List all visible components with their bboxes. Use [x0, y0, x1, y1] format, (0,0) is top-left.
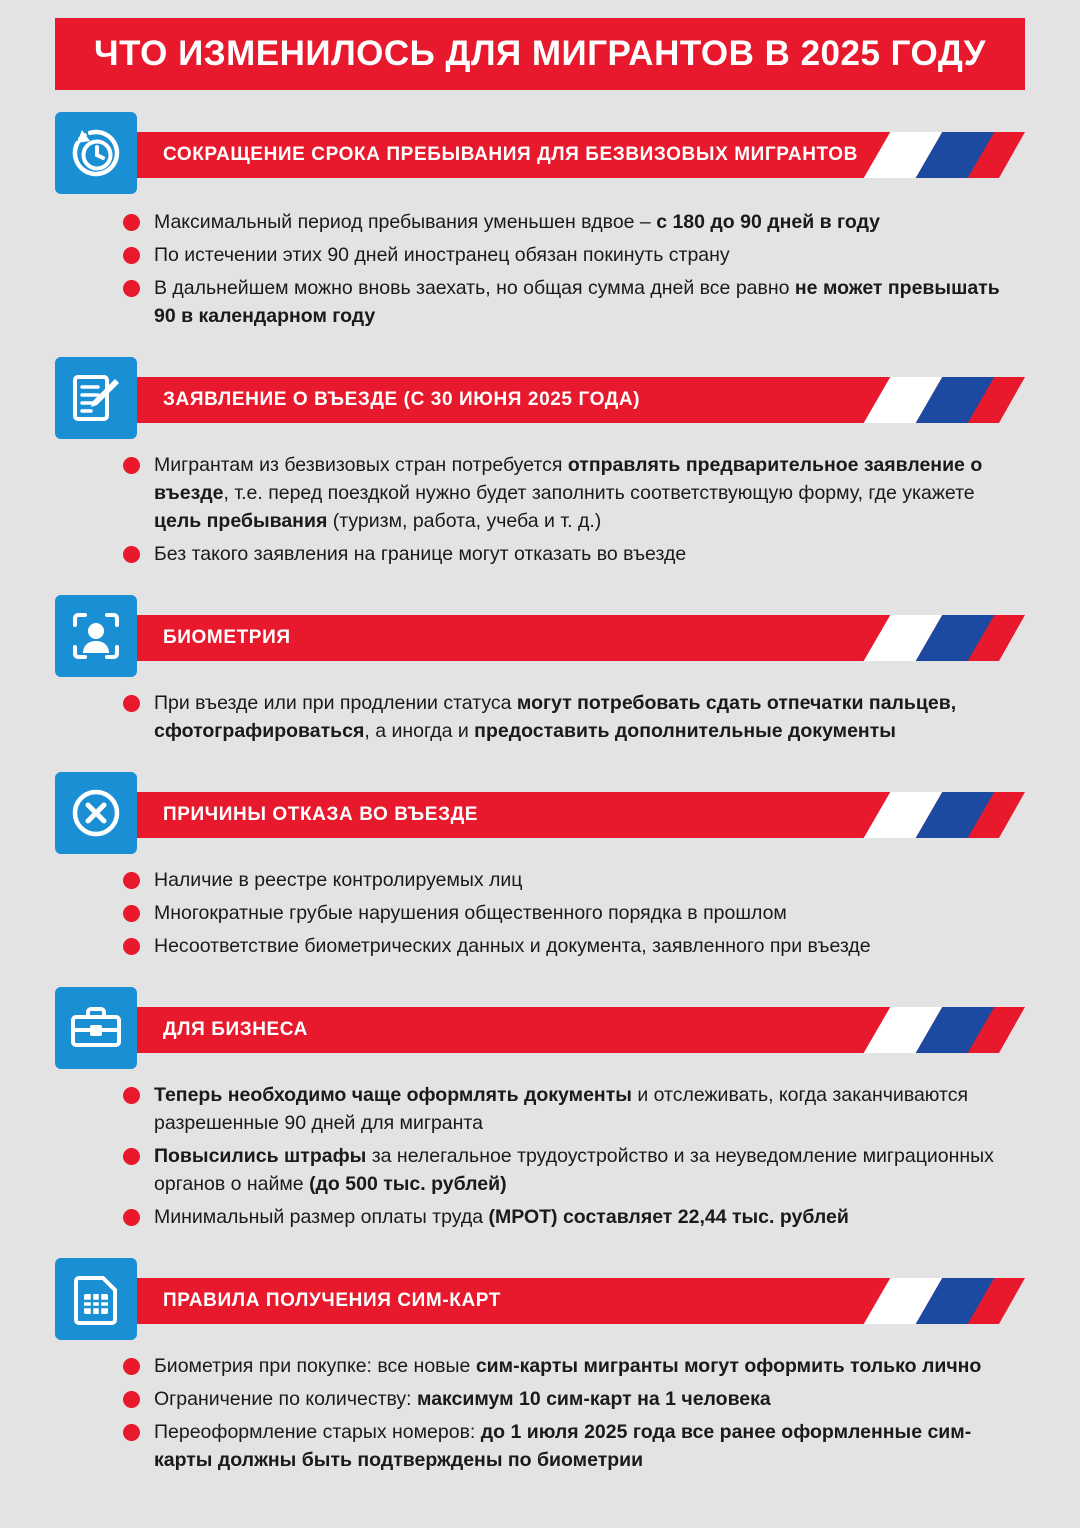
bullet-list: [123, 1352, 1025, 1474]
section-heading: ДЛЯ БИЗНЕСА: [163, 1019, 308, 1040]
bullet-text: Повысились штрафы за нелегальное трудоустройство и за неуведомление миграционных органов о найме (до 500 тыс. рублей): [154, 1145, 994, 1195]
list-item: [123, 1081, 1005, 1137]
section-heading: БИОМЕТРИЯ: [163, 627, 291, 648]
section-header: [55, 361, 1025, 435]
bullet-text: По истечении этих 90 дней иностранец обязан покинуть страну: [154, 244, 730, 266]
infographic-poster: [0, 18, 1080, 1528]
section: [55, 335, 1025, 568]
section-heading: ЗАЯВЛЕНИЕ О ВЪЕЗДЕ (С 30 ИЮНЯ 2025 ГОДА): [163, 389, 641, 410]
section-heading: ПРИЧИНЫ ОТКАЗА ВО ВЪЕЗДЕ: [163, 804, 478, 825]
list-item: [123, 540, 1005, 568]
bullet-text: В дальнейшем можно вновь заехать, но общая сумма дней все равно не может превышать 90 в календарном году: [154, 277, 1000, 327]
section: [55, 1236, 1025, 1474]
section-header: [55, 116, 1025, 190]
list-item: [123, 932, 1005, 960]
bullet-text: Мигрантам из безвизовых стран потребуется отправлять предварительное заявление о въезде, т.е. перед поездкой нужно будет заполнить соответствующую форму, где укажете цель пребывания (туризм, работа, учеба и т. д.): [154, 454, 983, 532]
list-item: [123, 241, 1005, 269]
bullet-text: Наличие в реестре контролируемых лиц: [154, 869, 523, 891]
page-title: ЧТО ИЗМЕНИЛОСЬ ДЛЯ МИГРАНТОВ В 2025 ГОДУ: [94, 34, 986, 73]
bullet-text: Теперь необходимо чаще оформлять документы и отслеживать, когда заканчиваются разрешенные 90 дней для мигранта: [154, 1084, 969, 1134]
list-item: [123, 1203, 1005, 1231]
bullet-list: [123, 208, 1025, 330]
bullet-dot-icon: [123, 1087, 140, 1104]
section-banner: [131, 1007, 1025, 1053]
bullet-dot-icon: [123, 872, 140, 889]
section: [55, 965, 1025, 1231]
section-banner: [131, 1278, 1025, 1324]
list-item: [123, 899, 1005, 927]
face-scan-icon: [55, 595, 137, 677]
list-item: [123, 689, 1005, 745]
bullet-list: [123, 1081, 1025, 1231]
bullet-text: При въезде или при продлении статуса могут потребовать сдать отпечатки пальцев, сфотографироваться, а иногда и предоставить дополнительные документы: [154, 692, 957, 742]
bullet-text: Максимальный период пребывания уменьшен вдвое – с 180 до 90 дней в году: [154, 211, 881, 233]
section-banner: [131, 792, 1025, 838]
list-item: [123, 866, 1005, 894]
section-header: [55, 991, 1025, 1065]
bullet-text: Несоответствие биометрических данных и документа, заявленного при въезде: [154, 935, 871, 957]
list-item: [123, 208, 1005, 236]
bullet-dot-icon: [123, 1358, 140, 1375]
list-item: [123, 451, 1005, 535]
section: [55, 750, 1025, 960]
section-header: [55, 1262, 1025, 1336]
bullet-dot-icon: [123, 905, 140, 922]
sections-container: [0, 90, 1080, 1474]
bullet-list: [123, 866, 1025, 960]
bullet-dot-icon: [123, 1391, 140, 1408]
section-header: [55, 599, 1025, 673]
bullet-dot-icon: [123, 1424, 140, 1441]
bullet-text: Минимальный размер оплаты труда (МРОТ) составляет 22,44 тыс. рублей: [154, 1206, 849, 1228]
list-item: [123, 1385, 1005, 1413]
briefcase-icon: [55, 987, 137, 1069]
poster-title-banner: [55, 18, 1025, 90]
list-item: [123, 1352, 1005, 1380]
bullet-dot-icon: [123, 938, 140, 955]
list-item: [123, 1418, 1005, 1474]
cross-circle-icon: [55, 772, 137, 854]
section-heading: СОКРАЩЕНИЕ СРОКА ПРЕБЫВАНИЯ ДЛЯ БЕЗВИЗОВЫХ МИГРАНТОВ: [163, 144, 858, 165]
document-pen-icon: [55, 357, 137, 439]
section-banner: [131, 615, 1025, 661]
section-heading: ПРАВИЛА ПОЛУЧЕНИЯ СИМ-КАРТ: [163, 1290, 502, 1311]
list-item: [123, 1142, 1005, 1198]
bullet-dot-icon: [123, 280, 140, 297]
section: [55, 90, 1025, 330]
bullet-dot-icon: [123, 1148, 140, 1165]
bullet-dot-icon: [123, 546, 140, 563]
sim-card-icon: [55, 1258, 137, 1340]
bullet-text: Биометрия при покупке: все новые сим-карты мигранты могут оформить только лично: [154, 1355, 982, 1377]
list-item: [123, 274, 1005, 330]
bullet-text: Ограничение по количеству: максимум 10 сим-карт на 1 человека: [154, 1388, 771, 1410]
bullet-list: [123, 451, 1025, 568]
bullet-dot-icon: [123, 247, 140, 264]
bullet-dot-icon: [123, 457, 140, 474]
bullet-dot-icon: [123, 214, 140, 231]
bullet-text: Без такого заявления на границе могут отказать во въезде: [154, 543, 687, 565]
bullet-text: Многократные грубые нарушения общественного порядка в прошлом: [154, 902, 787, 924]
section-header: [55, 776, 1025, 850]
bullet-list: [123, 689, 1025, 745]
bullet-dot-icon: [123, 1209, 140, 1226]
bullet-dot-icon: [123, 695, 140, 712]
clock-rewind-icon: [55, 112, 137, 194]
section: [55, 573, 1025, 745]
section-banner: [131, 132, 1025, 178]
bullet-text: Переоформление старых номеров: до 1 июля 2025 года все ранее оформленные сим-карты должны быть подтверждены по биометрии: [154, 1421, 972, 1471]
section-banner: [131, 377, 1025, 423]
